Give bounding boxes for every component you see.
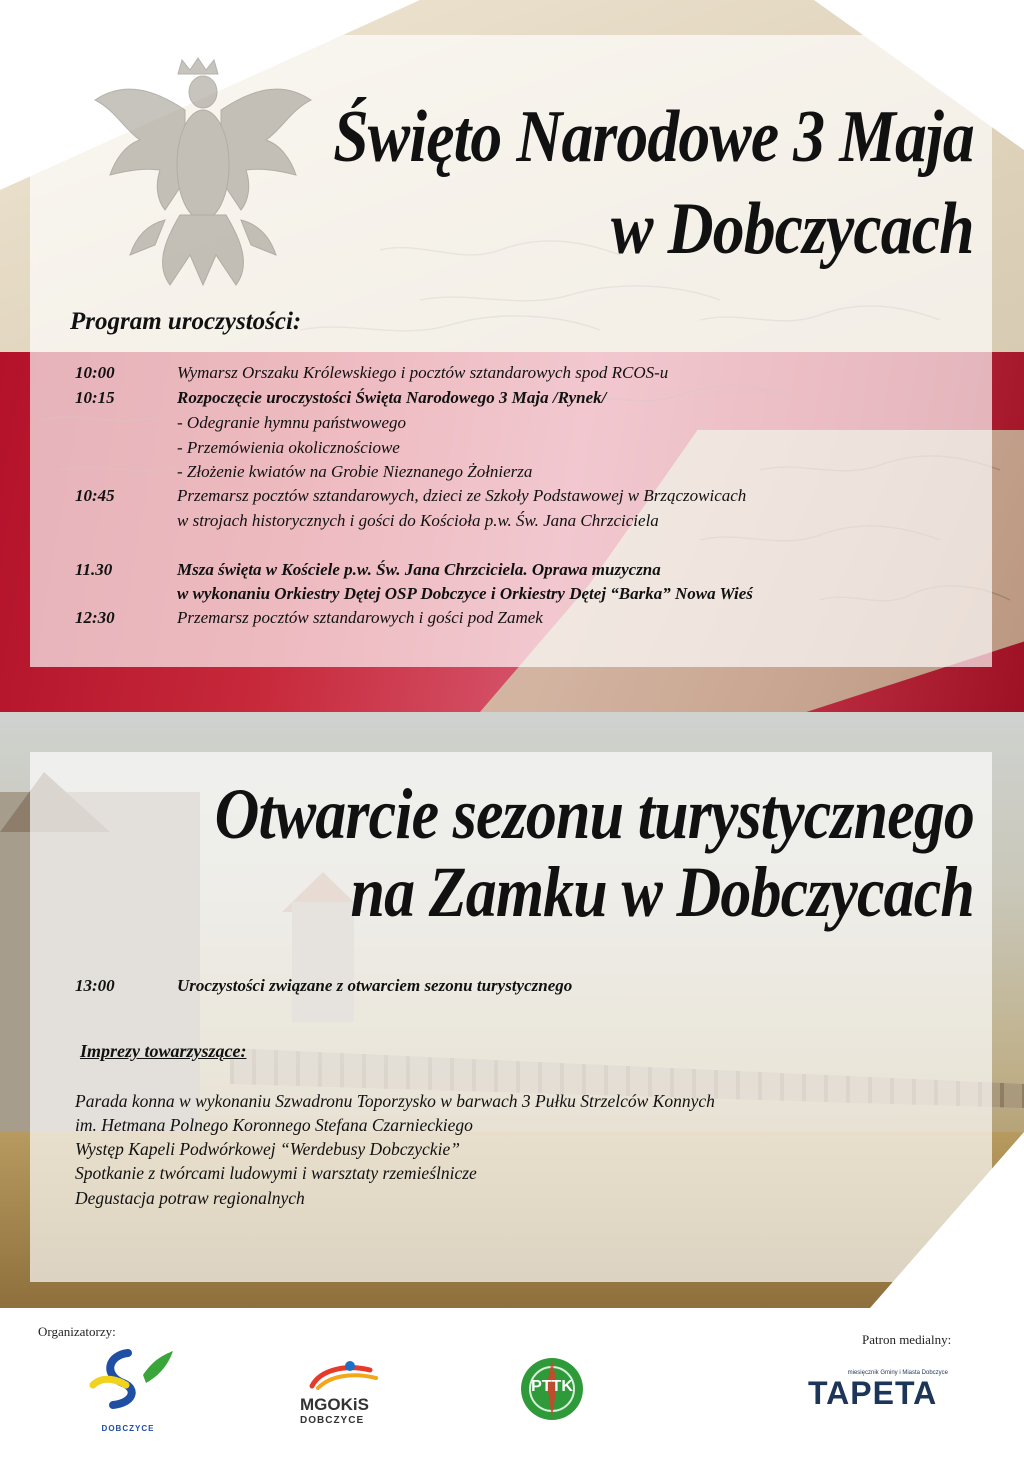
program-time: 10:45 <box>75 486 115 505</box>
program-text: Rozpoczęcie uroczystości Święta Narodowego 3 Maja /Rynek/ <box>177 388 607 407</box>
program-time: 10:15 <box>75 388 115 407</box>
dobczyce-logo-icon <box>88 1345 178 1415</box>
accompanying-events-heading: Imprezy towarzyszące: <box>80 1041 247 1061</box>
program-time: 12:30 <box>75 608 115 627</box>
extra-item: Występ Kapeli Podwórkowej “Werdebusy Dobczyckie” <box>75 1139 460 1159</box>
mgokis-logo-icon <box>300 1358 390 1390</box>
season-title-line2: na Zamku w Dobczycach <box>350 852 974 932</box>
patron-label: Patron medialny: <box>862 1332 952 1347</box>
extra-item: Spotkanie z twórcami ludowymi i warsztaty rzemieślnicze <box>75 1163 477 1183</box>
dobczyce-logo-text: DOBCZYCE <box>101 1424 155 1433</box>
program-subitem: - Złożenie kwiatów na Grobie Nieznanego Żołnierza <box>177 462 533 481</box>
program-time: 10:00 <box>75 363 115 382</box>
program-heading: Program uroczystości: <box>70 308 302 335</box>
extra-item: Degustacja potraw regionalnych <box>75 1188 305 1208</box>
season-event: Uroczystości związane z otwarciem sezonu turystycznego <box>177 976 573 995</box>
mgokis-logo-text: MGOKiS <box>300 1395 369 1414</box>
program-text: Msza święta w Kościele p.w. Św. Jana Chrzciciela. Oprawa muzyczna <box>177 560 661 579</box>
dobczyce-logo <box>88 1345 178 1435</box>
program-text: Przemarsz pocztów sztandarowych i gości pod Zamek <box>177 608 543 627</box>
program-text: w wykonaniu Orkiestry Dętej OSP Dobczyce i Orkiestry Dętej “Barka” Nowa Wieś <box>177 584 753 603</box>
tapeta-logo-text: TAPETA <box>808 1375 938 1411</box>
main-title-line2: w Dobczycach <box>611 188 974 270</box>
extra-item: im. Hetmana Polnego Koronnego Stefana Czarnieckiego <box>75 1115 473 1135</box>
mgokis-logo-subtext: DOBCZYCE <box>300 1415 365 1426</box>
extra-item: Parada konna w wykonaniu Szwadronu Toporzysko w barwach 3 Pułku Strzelców Konnych <box>75 1091 715 1111</box>
tapeta-logo <box>808 1370 958 1430</box>
tapeta-logo-subtext: miesięcznik Gminy i Miasta Dobczyce <box>847 1370 948 1376</box>
program-subitem: - Przemówienia okolicznościowe <box>177 438 400 457</box>
organizers-label: Organizatorzy: <box>38 1324 116 1339</box>
program-text: Przemarsz pocztów sztandarowych, dzieci ze Szkoły Podstawowej w Brzączowicach <box>177 486 747 505</box>
season-title-line1: Otwarcie sezonu turystycznego <box>214 774 974 854</box>
program-text: Wymarsz Orszaku Królewskiego i pocztów sztandarowych spod RCOS-u <box>177 363 669 382</box>
mgokis-logo <box>300 1358 400 1438</box>
program-subitem: - Odegranie hymnu państwowego <box>177 413 407 432</box>
main-title-line1: Święto Narodowe 3 Maja <box>333 96 974 178</box>
season-time: 13:00 <box>75 976 115 995</box>
pttk-logo-text: PTTK <box>531 1378 573 1395</box>
white-eagle-emblem-icon <box>85 50 315 290</box>
pttk-logo <box>517 1354 587 1424</box>
program-time: 11.30 <box>75 560 113 579</box>
program-text: w strojach historycznych i gości do Kościoła p.w. Św. Jana Chrzciciela <box>177 511 659 530</box>
